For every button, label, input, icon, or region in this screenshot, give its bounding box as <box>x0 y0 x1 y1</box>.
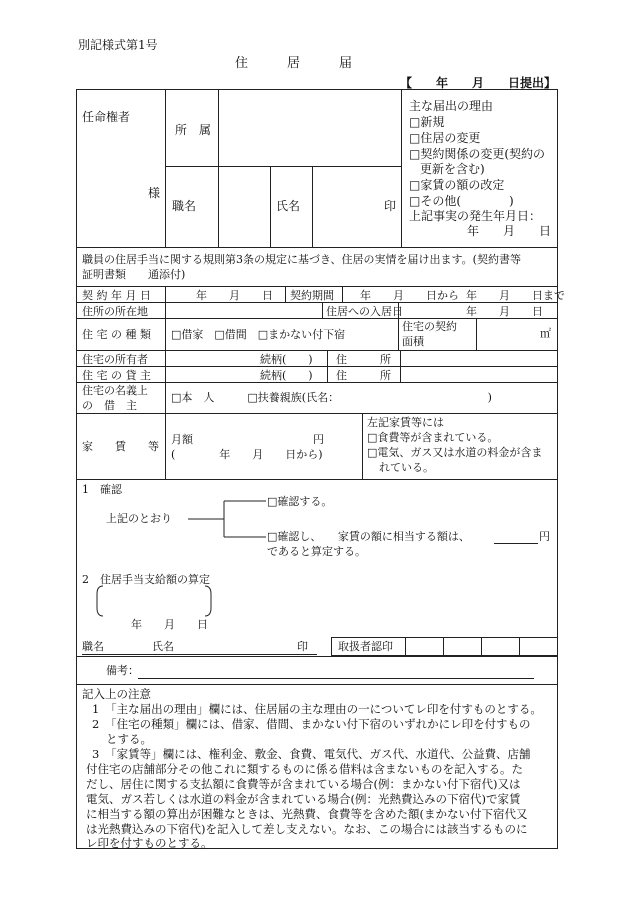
sama-label: 様 <box>148 186 161 200</box>
sign-shokumei-label: 職名 <box>82 640 104 653</box>
note-line-9: は光熱費込みの下宿代)を記入して差し支えない。なお、この場合には該当するものに <box>86 822 528 836</box>
owner-label: 住宅の所有者 <box>82 353 148 366</box>
remarks-label: 備考： <box>106 664 139 677</box>
housing-type-options[interactable]: □借家 □借間 □まかない付下宿 <box>171 328 346 341</box>
handler-seal-label: 取扱者認印 <box>338 640 393 653</box>
note-line-10: レ印を付すものとする。 <box>86 836 213 850</box>
note-line-6: だし、居住に関する支払額に食費等が含まれている場合(例：まかない付下宿代)又は <box>86 777 521 791</box>
rent-includes-food[interactable]: □食費等が含まれている。 <box>367 431 499 444</box>
remarks-field[interactable] <box>138 678 534 679</box>
lessor-name-field[interactable] <box>170 367 256 381</box>
calc-heading: 2 住居手当支給額の算定 <box>82 573 210 586</box>
nominal-lessee-label: 住宅の名義上 <box>82 384 148 397</box>
confirmed-amount-field[interactable] <box>494 543 538 544</box>
note-line-4: 3 「家賃等」欄には、権利金、敷金、食費、電気代、ガス代、水道代、公益費、店舗 <box>92 747 531 761</box>
confirm-option-2[interactable]: □確認し、 家賃の額に相当する額は、 <box>267 530 470 543</box>
contract-period-to[interactable]: 年 月 日まで <box>466 289 565 302</box>
handler-stamp-4[interactable] <box>521 639 556 654</box>
area-label: 住宅の契約 <box>402 320 457 333</box>
rent-label: 家 賃 等 <box>82 440 159 453</box>
reason-other[interactable]: □その他( ) <box>409 194 514 208</box>
handler-stamp-3[interactable] <box>483 639 518 654</box>
owner-name-field[interactable] <box>170 351 256 365</box>
form-code: 別記様式第1号 <box>78 38 158 52</box>
nominal-lessee-options[interactable]: □本 人 □扶養親族(氏名： ) <box>171 391 492 404</box>
confirm-option-2-yen: 円 <box>539 530 550 543</box>
rent-monthly-label: 月額 <box>171 433 193 446</box>
note-line-1: 1 「主な届出の理由」欄には、住居届の主な理由の一についてレ印を付すものとする。 <box>92 702 542 716</box>
intro-text-1: 職員の住居手当に関する規則第3条の規定に基づき、住居の実情を届け出ます。(契約書等 <box>82 253 521 266</box>
note-line-3: とする。 <box>106 732 152 746</box>
rent-note-heading: 左記家賃等には <box>367 416 444 429</box>
lessor-address-label: 住 所 <box>336 369 391 382</box>
contract-period-label: 契約期間 <box>290 289 334 302</box>
sign-shimei-label: 氏名 <box>152 640 174 653</box>
as-above-label: 上記のとおり <box>106 512 172 525</box>
appointer-label: 任命権者 <box>82 110 131 124</box>
area-label-2: 面積 <box>402 335 424 348</box>
confirm-option-1[interactable]: □確認する。 <box>267 495 333 508</box>
handler-stamp-1[interactable] <box>407 639 442 654</box>
rent-start-date[interactable]: ( 年 月 日から) <box>171 448 323 461</box>
shozoku-field[interactable] <box>222 100 398 162</box>
page-title: 住 居 届 <box>235 56 353 71</box>
appointer-shokumei-label: 職名 <box>172 199 197 213</box>
reason-new[interactable]: □新規 <box>409 115 445 129</box>
address-field[interactable] <box>170 303 318 317</box>
submit-date[interactable]: 【 年 月 日提出】 <box>400 76 557 90</box>
handler-stamp-2[interactable] <box>445 639 480 654</box>
occurrence-date-label: 上記事実の発生年月日： <box>409 209 542 223</box>
seal-mark: 印 <box>384 199 397 213</box>
lessor-relation[interactable]: 続柄( ) <box>260 369 313 382</box>
housing-type-label: 住 宅 の 種 類 <box>82 328 151 341</box>
lessor-label: 住 宅 の 貸 主 <box>82 369 151 382</box>
contract-period-from[interactable]: 年 月 日から <box>360 289 459 302</box>
move-in-date-field[interactable]: 年 月 日 <box>466 305 543 318</box>
confirm-heading: 1 確認 <box>82 483 122 496</box>
confirm-option-2-cont: であると算定する。 <box>267 545 366 558</box>
note-line-2: 2 「住宅の種類」欄には、借家、借間、まかない付下宿のいずれかにレ印を付すもの <box>92 717 531 731</box>
appointer-shimei-label: 氏名 <box>276 199 301 213</box>
reason-rent-revision[interactable]: □家賃の額の改定 <box>409 178 505 192</box>
reason-contract-change[interactable]: □契約関係の変更(契約の <box>409 147 546 161</box>
occurrence-date-value[interactable]: 年 月 日 <box>467 224 552 238</box>
notes-heading: 記入上の注意 <box>82 687 151 701</box>
rent-includes-utilities[interactable]: □電気、ガス又は水道の料金が含ま <box>367 446 543 459</box>
shozoku-label: 所 属 <box>175 123 212 137</box>
intro-text-2: 証明書類 通添付) <box>82 268 186 281</box>
move-in-label: 住居への入居日 <box>326 305 403 318</box>
contract-date-label: 契 約 年 月 日 <box>82 289 151 302</box>
calc-amount-bracket[interactable] <box>95 584 213 618</box>
owner-address-label: 住 所 <box>336 353 391 366</box>
nominal-lessee-label-2: の 借 主 <box>82 399 137 412</box>
note-line-8: に相当する額の算出が困難なときは、光熱費、食費等を含めた額(まかない付下宿代又 <box>86 807 528 821</box>
reasons-heading: 主な届出の理由 <box>409 99 494 113</box>
rent-includes-utilities-cont: れている。 <box>379 461 434 474</box>
owner-relation[interactable]: 続柄( ) <box>260 353 313 366</box>
area-unit: ㎡ <box>540 327 551 340</box>
branch-lines <box>180 495 270 541</box>
address-label: 住所の所在地 <box>82 305 148 318</box>
reason-move[interactable]: □住居の変更 <box>409 131 481 145</box>
rent-yen: 円 <box>313 433 324 446</box>
reason-contract-change-cont: 更新を含む) <box>420 162 485 176</box>
contract-date-field[interactable]: 年 月 日 <box>196 289 273 302</box>
calc-date[interactable]: 年 月 日 <box>131 618 208 631</box>
note-line-5: 付住宅の店舗部分その他これに類するものに係る借料は含まないものを記入する。た <box>86 762 523 776</box>
sign-seal-mark: 印 <box>297 640 308 653</box>
note-line-7: 電気、ガス若しくは水道の料金が含まれている場合(例：光熱費込みの下宿代)で家賃 <box>86 792 521 806</box>
